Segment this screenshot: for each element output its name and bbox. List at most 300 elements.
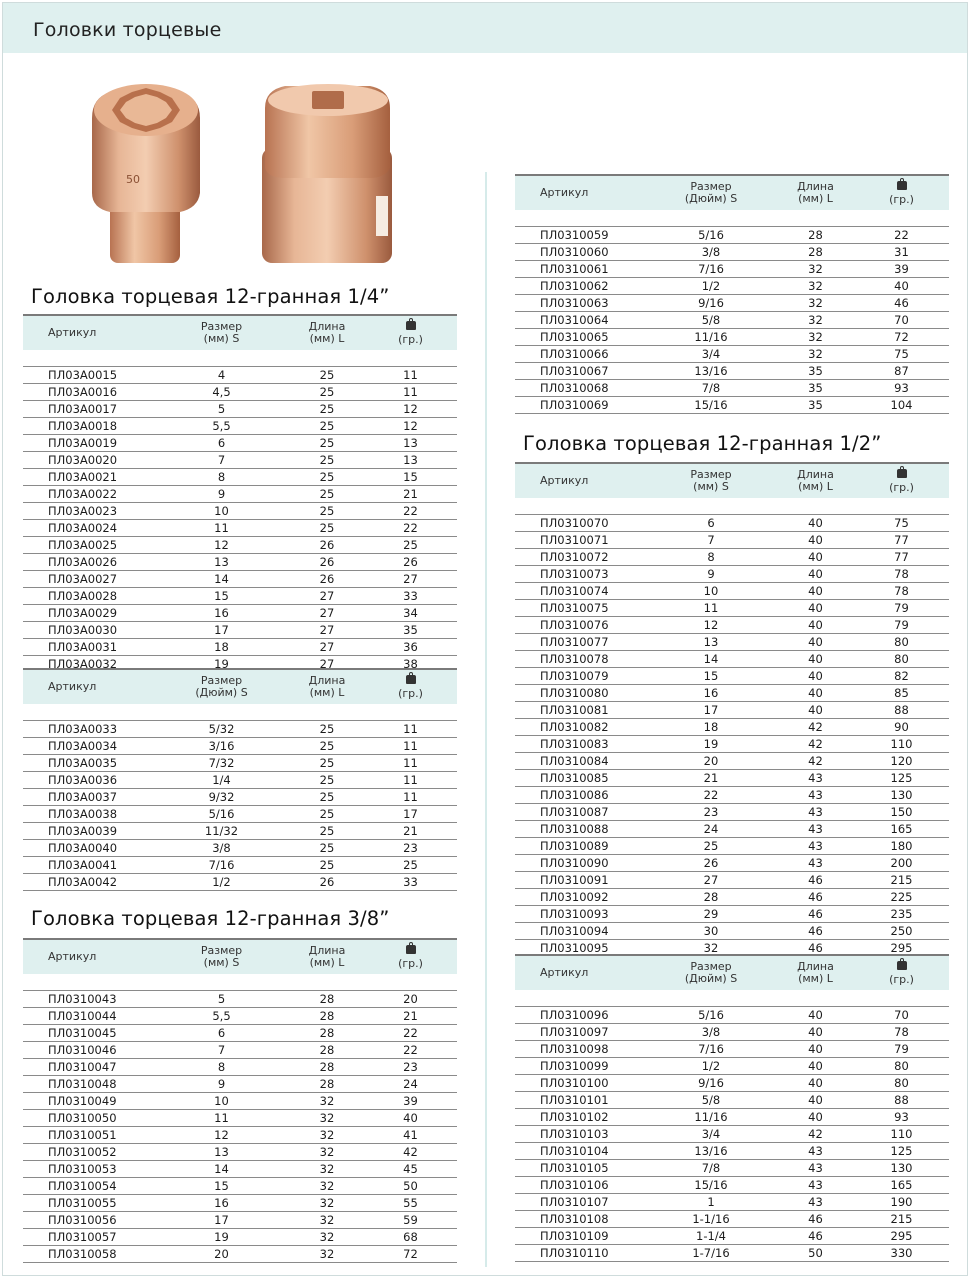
col-header-weight: (гр.) [854, 175, 949, 210]
table-row [515, 227, 949, 244]
table-row [23, 605, 457, 622]
cell-weight: 33 [364, 588, 457, 605]
cell-weight: 78 [854, 566, 949, 583]
cell-size: 7 [153, 452, 290, 469]
cell-article: ПЛ0310089 [515, 838, 645, 855]
cell-length: 25 [290, 486, 364, 503]
table-row [23, 622, 457, 639]
cell-length: 50 [777, 1245, 854, 1262]
cell-article: ПЛ03А0028 [23, 588, 153, 605]
table-row [23, 588, 457, 605]
cell-size: 20 [153, 1246, 290, 1263]
cell-article: ПЛ0310063 [515, 295, 645, 312]
cell-article: ПЛ0310108 [515, 1211, 645, 1228]
cell-length: 25 [290, 503, 364, 520]
cell-size: 5/16 [645, 227, 777, 244]
cell-weight: 72 [854, 329, 949, 346]
cell-article: ПЛ0310046 [23, 1042, 153, 1059]
cell-size: 1-1/4 [645, 1228, 777, 1245]
cell-length: 32 [777, 312, 854, 329]
cell-weight: 31 [854, 244, 949, 261]
cell-weight: 120 [854, 753, 949, 770]
cell-weight: 78 [854, 583, 949, 600]
cell-length: 40 [777, 702, 854, 719]
cell-weight: 11 [364, 738, 457, 755]
cell-length: 40 [777, 549, 854, 566]
cell-length: 35 [777, 397, 854, 414]
table-row [23, 721, 457, 738]
cell-length: 25 [290, 738, 364, 755]
table-row [515, 261, 949, 278]
cell-weight: 17 [364, 806, 457, 823]
cell-length: 32 [777, 261, 854, 278]
cell-weight: 12 [364, 418, 457, 435]
cell-size: 1/2 [645, 278, 777, 295]
cell-size: 23 [645, 804, 777, 821]
cell-size: 9 [153, 1076, 290, 1093]
cell-weight: 104 [854, 397, 949, 414]
cell-weight: 21 [364, 1008, 457, 1025]
weight-icon [406, 675, 416, 684]
cell-article: ПЛ0310088 [515, 821, 645, 838]
header-gap [23, 974, 457, 991]
table-row [23, 384, 457, 401]
cell-article: ПЛ0310081 [515, 702, 645, 719]
cell-size: 7 [645, 532, 777, 549]
table-row [23, 401, 457, 418]
table-row [23, 1110, 457, 1127]
table-1-2-inch [515, 954, 949, 1262]
cell-length: 32 [290, 1093, 364, 1110]
cell-article: ПЛ0310087 [515, 804, 645, 821]
cell-weight: 88 [854, 702, 949, 719]
cell-size: 5 [153, 401, 290, 418]
cell-size: 4 [153, 367, 290, 384]
table-row [515, 397, 949, 414]
header-gap [515, 990, 949, 1007]
cell-size: 6 [645, 515, 777, 532]
cell-size: 11 [153, 520, 290, 537]
cell-length: 28 [290, 1059, 364, 1076]
cell-size: 5,5 [153, 418, 290, 435]
cell-weight: 21 [364, 486, 457, 503]
cell-weight: 235 [854, 906, 949, 923]
cell-article: ПЛ0310052 [23, 1144, 153, 1161]
table-row [515, 363, 949, 380]
cell-article: ПЛ0310067 [515, 363, 645, 380]
cell-size: 15 [153, 1178, 290, 1195]
table-row [23, 469, 457, 486]
cell-weight: 77 [854, 532, 949, 549]
cell-weight: 79 [854, 600, 949, 617]
column-divider [485, 172, 487, 1267]
col-header-weight: (гр.) [364, 669, 457, 704]
cell-article: ПЛ03А0037 [23, 789, 153, 806]
table-1-2-metric [515, 462, 949, 957]
cell-length: 40 [777, 515, 854, 532]
cell-article: ПЛ0310103 [515, 1126, 645, 1143]
table-row [23, 823, 457, 840]
table-row [23, 738, 457, 755]
cell-article: ПЛ0310050 [23, 1110, 153, 1127]
col-header-size: Размер (Дюйм) S [645, 175, 777, 210]
cell-article: ПЛ03А0036 [23, 772, 153, 789]
cell-size: 13/16 [645, 363, 777, 380]
cell-article: ПЛ03А0034 [23, 738, 153, 755]
cell-weight: 42 [364, 1144, 457, 1161]
cell-length: 40 [777, 668, 854, 685]
cell-size: 3/4 [645, 1126, 777, 1143]
cell-size: 4,5 [153, 384, 290, 401]
col-header-length: Длина (мм) L [777, 175, 854, 210]
table-row [23, 1246, 457, 1263]
table-row [515, 1228, 949, 1245]
cell-article: ПЛ0310070 [515, 515, 645, 532]
cell-length: 43 [777, 821, 854, 838]
cell-length: 27 [290, 588, 364, 605]
table-row [515, 736, 949, 753]
table-row [515, 380, 949, 397]
cell-weight: 70 [854, 312, 949, 329]
cell-length: 28 [777, 244, 854, 261]
cell-article: ПЛ0310085 [515, 770, 645, 787]
cell-weight: 295 [854, 1228, 949, 1245]
cell-article: ПЛ0310045 [23, 1025, 153, 1042]
cell-article: ПЛ03А0023 [23, 503, 153, 520]
cell-weight: 35 [364, 622, 457, 639]
cell-weight: 38 [364, 656, 457, 673]
table-row [23, 1144, 457, 1161]
cell-size: 3/8 [645, 244, 777, 261]
cell-article: ПЛ0310099 [515, 1058, 645, 1075]
cell-size: 16 [153, 605, 290, 622]
cell-size: 7/32 [153, 755, 290, 772]
cell-size: 12 [645, 617, 777, 634]
table-row [23, 435, 457, 452]
table-row [515, 889, 949, 906]
cell-article: ПЛ03А0042 [23, 874, 153, 891]
table-row [23, 991, 457, 1008]
page-title: Головки торцевые [33, 19, 222, 41]
cell-length: 25 [290, 772, 364, 789]
cell-size: 11/16 [645, 329, 777, 346]
cell-article: ПЛ0310093 [515, 906, 645, 923]
table-row [23, 755, 457, 772]
cell-length: 40 [777, 566, 854, 583]
table-row [515, 549, 949, 566]
cell-length: 40 [777, 1075, 854, 1092]
cell-weight: 125 [854, 770, 949, 787]
cell-length: 26 [290, 537, 364, 554]
cell-length: 32 [290, 1178, 364, 1195]
cell-size: 8 [153, 1059, 290, 1076]
cell-length: 32 [290, 1229, 364, 1246]
col-header-weight: (гр.) [364, 315, 457, 350]
cell-length: 32 [290, 1195, 364, 1212]
cell-length: 32 [777, 329, 854, 346]
cell-size: 7 [153, 1042, 290, 1059]
cell-size: 11/16 [645, 1109, 777, 1126]
cell-article: ПЛ0310048 [23, 1076, 153, 1093]
table-header [23, 939, 457, 974]
table-row [23, 874, 457, 891]
table-row [23, 571, 457, 588]
cell-size: 17 [645, 702, 777, 719]
table-row [23, 789, 457, 806]
cell-weight: 93 [854, 380, 949, 397]
cell-length: 25 [290, 840, 364, 857]
table-row [23, 1212, 457, 1229]
table-row [23, 772, 457, 789]
cell-size: 15 [153, 588, 290, 605]
cell-weight: 215 [854, 872, 949, 889]
table-row [515, 295, 949, 312]
cell-article: ПЛ0310076 [515, 617, 645, 634]
cell-weight: 11 [364, 772, 457, 789]
cell-article: ПЛ0310078 [515, 651, 645, 668]
cell-size: 7/16 [153, 857, 290, 874]
table-row [515, 1092, 949, 1109]
cell-size: 13 [153, 554, 290, 571]
cell-article: ПЛ0310058 [23, 1246, 153, 1263]
cell-size: 11/32 [153, 823, 290, 840]
table-row [23, 1059, 457, 1076]
cell-article: ПЛ0310086 [515, 787, 645, 804]
table-row [515, 1024, 949, 1041]
col-header-article: Артикул [23, 939, 153, 974]
table-row [515, 855, 949, 872]
table-row [515, 1211, 949, 1228]
cell-length: 25 [290, 806, 364, 823]
cell-article: ПЛ0310056 [23, 1212, 153, 1229]
cell-weight: 93 [854, 1109, 949, 1126]
cell-size: 11 [153, 1110, 290, 1127]
cell-size: 11 [645, 600, 777, 617]
cell-size: 9/16 [645, 1075, 777, 1092]
cell-size: 1/4 [153, 772, 290, 789]
cell-weight: 295 [854, 940, 949, 957]
table-row [23, 639, 457, 656]
cell-length: 28 [290, 1042, 364, 1059]
cell-weight: 225 [854, 889, 949, 906]
table-row [23, 1093, 457, 1110]
cell-length: 43 [777, 770, 854, 787]
col-header-size: Размер (Дюйм) S [645, 955, 777, 990]
cell-weight: 55 [364, 1195, 457, 1212]
cell-weight: 87 [854, 363, 949, 380]
table-row [23, 520, 457, 537]
cell-size: 13 [645, 634, 777, 651]
table-row [515, 838, 949, 855]
cell-size: 19 [153, 656, 290, 673]
cell-weight: 40 [854, 278, 949, 295]
cell-size: 12 [153, 537, 290, 554]
cell-size: 12 [153, 1127, 290, 1144]
cell-size: 7/8 [645, 1160, 777, 1177]
cell-size: 7/16 [645, 1041, 777, 1058]
table-row [515, 1177, 949, 1194]
cell-length: 40 [777, 1007, 854, 1024]
section-title-1-4: Головка торцевая 12-гранная 1/4” [31, 285, 390, 308]
cell-size: 9/16 [645, 295, 777, 312]
cell-length: 25 [290, 452, 364, 469]
table-3-8-metric [23, 938, 457, 1263]
cell-article: ПЛ0310102 [515, 1109, 645, 1126]
cell-weight: 46 [854, 295, 949, 312]
cell-length: 25 [290, 435, 364, 452]
cell-length: 32 [290, 1212, 364, 1229]
cell-article: ПЛ03А0032 [23, 656, 153, 673]
cell-length: 40 [777, 1058, 854, 1075]
cell-weight: 22 [854, 227, 949, 244]
cell-size: 14 [153, 1161, 290, 1178]
cell-length: 40 [777, 685, 854, 702]
cell-weight: 24 [364, 1076, 457, 1093]
table-row [515, 346, 949, 363]
cell-size: 16 [645, 685, 777, 702]
cell-length: 43 [777, 838, 854, 855]
cell-size: 15/16 [645, 1177, 777, 1194]
table-row [23, 554, 457, 571]
cell-length: 40 [777, 1024, 854, 1041]
cell-weight: 80 [854, 1075, 949, 1092]
table-row [515, 600, 949, 617]
cell-size: 29 [645, 906, 777, 923]
cell-article: ПЛ0310079 [515, 668, 645, 685]
cell-length: 32 [290, 1144, 364, 1161]
table-row [23, 1195, 457, 1212]
cell-weight: 50 [364, 1178, 457, 1195]
cell-length: 25 [290, 367, 364, 384]
table-row [515, 532, 949, 549]
cell-size: 3/4 [645, 346, 777, 363]
socket-left [92, 84, 200, 263]
cell-article: ПЛ03А0030 [23, 622, 153, 639]
cell-weight: 41 [364, 1127, 457, 1144]
cell-article: ПЛ03А0020 [23, 452, 153, 469]
cell-size: 3/16 [153, 738, 290, 755]
cell-size: 5,5 [153, 1008, 290, 1025]
cell-article: ПЛ03А0022 [23, 486, 153, 503]
cell-length: 40 [777, 1092, 854, 1109]
cell-article: ПЛ0310105 [515, 1160, 645, 1177]
cell-article: ПЛ0310080 [515, 685, 645, 702]
cell-article: ПЛ03А0021 [23, 469, 153, 486]
section-title-3-8: Головка торцевая 12-гранная 3/8” [31, 907, 390, 930]
cell-weight: 39 [364, 1093, 457, 1110]
cell-article: ПЛ0310072 [515, 549, 645, 566]
cell-length: 25 [290, 755, 364, 772]
cell-size: 14 [153, 571, 290, 588]
cell-length: 32 [777, 295, 854, 312]
cell-weight: 23 [364, 840, 457, 857]
cell-length: 25 [290, 823, 364, 840]
table-row [515, 1143, 949, 1160]
table-1-4-metric [23, 314, 457, 673]
cell-article: ПЛ0310100 [515, 1075, 645, 1092]
col-header-weight: (гр.) [854, 955, 949, 990]
table-row [515, 719, 949, 736]
cell-length: 27 [290, 622, 364, 639]
table-row [23, 418, 457, 435]
cell-length: 42 [777, 719, 854, 736]
table-3-8-inch [515, 174, 949, 414]
cell-length: 26 [290, 571, 364, 588]
col-header-article: Артикул [515, 463, 645, 498]
cell-weight: 88 [854, 1092, 949, 1109]
table-header [23, 669, 457, 704]
header-gap [23, 350, 457, 367]
header-gap [23, 704, 457, 721]
table-1-4-inch [23, 668, 457, 891]
cell-size: 27 [645, 872, 777, 889]
cell-length: 43 [777, 1143, 854, 1160]
weight-icon [406, 945, 416, 954]
cell-length: 28 [290, 1076, 364, 1093]
col-header-length: Длина (мм) L [290, 669, 364, 704]
cell-size: 1/2 [153, 874, 290, 891]
cell-length: 25 [290, 401, 364, 418]
cell-length: 40 [777, 617, 854, 634]
cell-article: ПЛ0310075 [515, 600, 645, 617]
cell-weight: 27 [364, 571, 457, 588]
cell-size: 10 [153, 1093, 290, 1110]
cell-size: 32 [645, 940, 777, 957]
col-header-article: Артикул [23, 315, 153, 350]
cell-weight: 82 [854, 668, 949, 685]
cell-article: ПЛ0310090 [515, 855, 645, 872]
cell-article: ПЛ0310084 [515, 753, 645, 770]
cell-size: 5/16 [153, 806, 290, 823]
cell-weight: 80 [854, 651, 949, 668]
table-header [515, 463, 949, 498]
cell-length: 32 [777, 346, 854, 363]
cell-size: 20 [645, 753, 777, 770]
table-row [515, 1245, 949, 1262]
cell-article: ПЛ0310095 [515, 940, 645, 957]
cell-length: 26 [290, 874, 364, 891]
cell-article: ПЛ03А0016 [23, 384, 153, 401]
cell-weight: 33 [364, 874, 457, 891]
cell-weight: 36 [364, 639, 457, 656]
cell-length: 43 [777, 804, 854, 821]
cell-length: 43 [777, 1177, 854, 1194]
cell-size: 26 [645, 855, 777, 872]
cell-length: 43 [777, 1160, 854, 1177]
cell-weight: 11 [364, 721, 457, 738]
table-row [515, 278, 949, 295]
cell-size: 30 [645, 923, 777, 940]
cell-size: 22 [645, 787, 777, 804]
cell-article: ПЛ03А0035 [23, 755, 153, 772]
cell-article: ПЛ0310110 [515, 1245, 645, 1262]
cell-article: ПЛ0310094 [515, 923, 645, 940]
header-gap [515, 498, 949, 515]
cell-size: 13/16 [645, 1143, 777, 1160]
cell-article: ПЛ03А0015 [23, 367, 153, 384]
cell-article: ПЛ03А0024 [23, 520, 153, 537]
cell-length: 40 [777, 1041, 854, 1058]
cell-weight: 23 [364, 1059, 457, 1076]
cell-size: 28 [645, 889, 777, 906]
table-row [515, 702, 949, 719]
col-header-length: Длина (мм) L [777, 955, 854, 990]
table-row [515, 1058, 949, 1075]
cell-article: ПЛ0310059 [515, 227, 645, 244]
cell-article: ПЛ0310097 [515, 1024, 645, 1041]
cell-size: 10 [153, 503, 290, 520]
col-header-size: Размер (мм) S [645, 463, 777, 498]
